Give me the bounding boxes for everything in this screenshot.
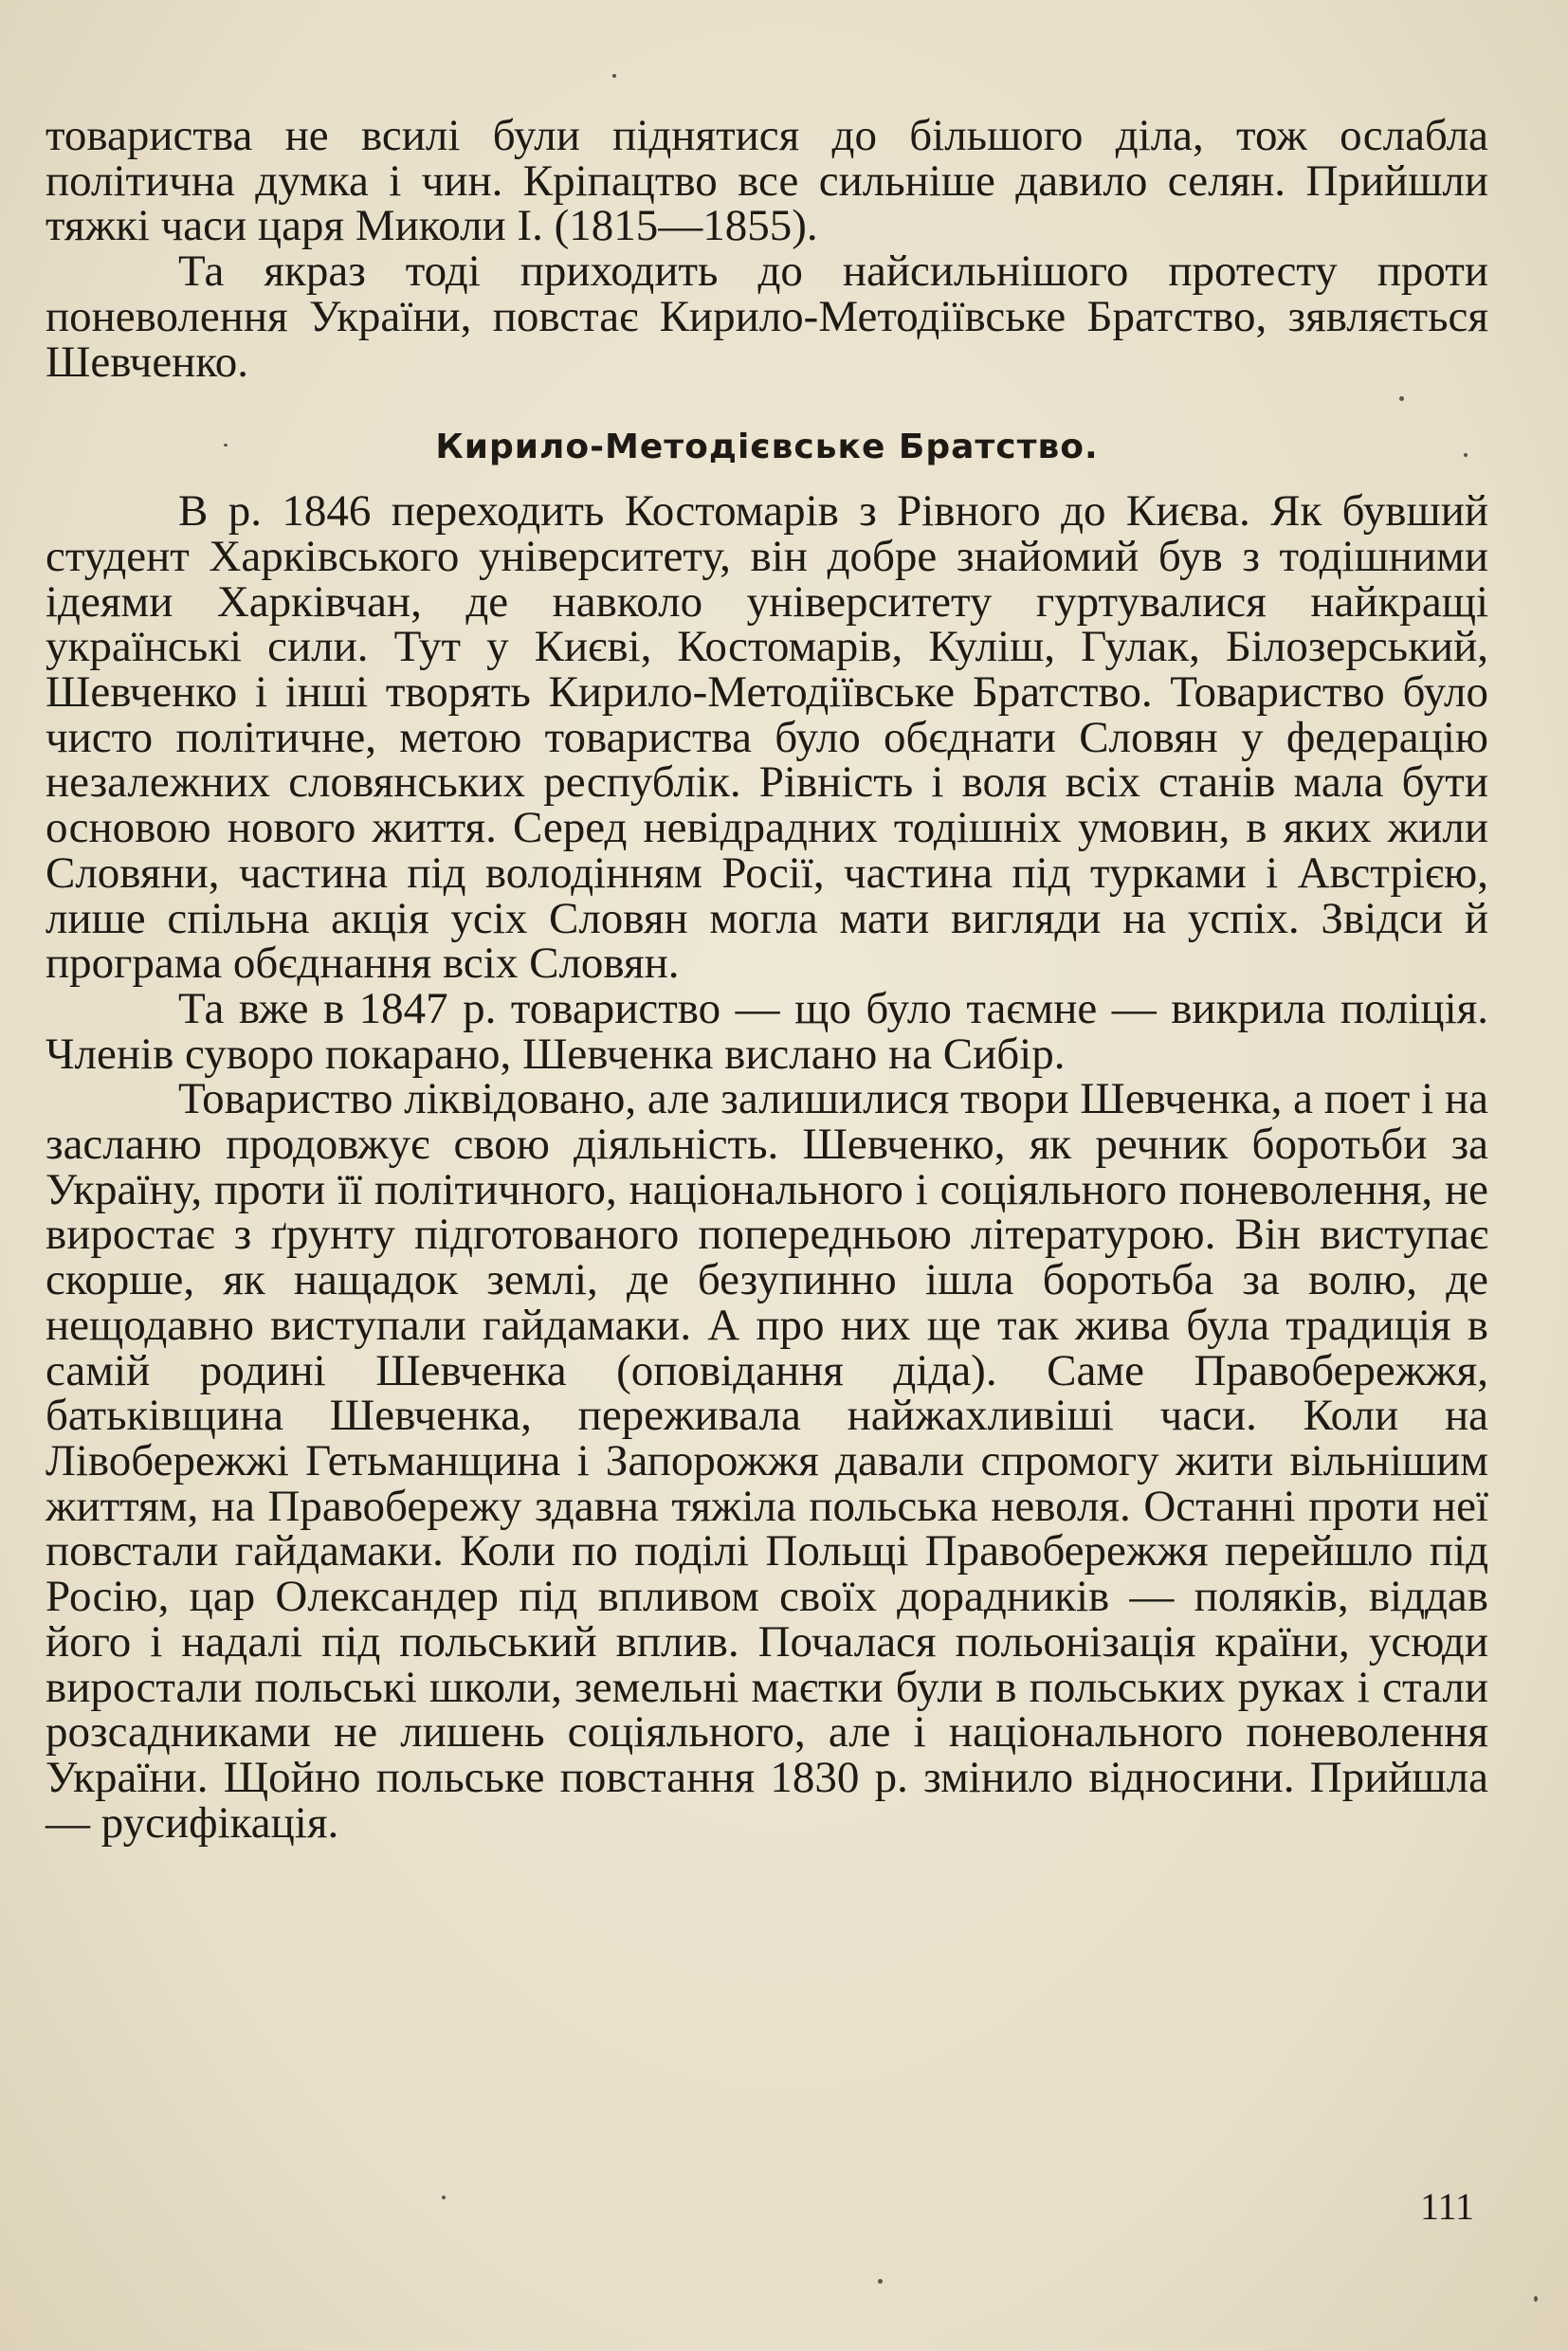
scan-speck [1464, 453, 1468, 457]
section-heading: Кирило-Методієвське Братство. [435, 428, 1099, 467]
page-number: 111 [1420, 2185, 1475, 2228]
scan-speck [442, 2196, 446, 2199]
scan-speck [1534, 2296, 1538, 2302]
scan-speck [612, 74, 616, 78]
paragraph-continuation: товариства не всилі були піднятися до більшого діла, тож ослабла політична думка і чин. Кріпацтво все сильніше давило селян. Прийшли тяжкі часи царя Миколи І. (1815—1855). [46, 111, 1488, 251]
paragraph-brotherhood-founding: В р. 1846 переходить Костомарів з Рівного до Києва. Як бувший студент Харківського університету, він добре знайомий був з тодішними ідеями Харківчан, де навколо університету гуртувалися найкращі українські сили. Тут у Києві, Костомарів, Куліш, Гулак, Білозерський, Шевченко і інші творять Кирило-Методіївське Братство. Товариство було чисто політичне, метою товариства було обєднати Словян у федерацію незалежних словянських республік. Рівність і воля всіх станів мала бути основою нового життя. Серед невідрадних тодішніх умовин, в яких жили Словяни, частина під володінням Росії, частина під турками і Австрією, лише спільна акція усіх Словян могла мати вигляди на успіх. Звідси й програма обєднання всіх Словян. [46, 486, 1488, 989]
page-body [46, 111, 1488, 1848]
scan-speck [878, 2279, 883, 2284]
scan-speck [224, 444, 228, 447]
paragraph-protest: Та якраз тоді приходить до найсильнішого протесту проти поневолення України, повстає Кирило-Методіївське Братство, зявляється Шевченко. [46, 246, 1488, 387]
paragraph-shevchenko: Товариство ліквідовано, але залишилися твори Шевченка, а поет і на засланю продовжує свою діяльність. Шевченко, як речник боротьби за Україну, проти її політичного, національного і соціяльного поневолення, не виростає з ґрунту підготованого попередньою літературою. Він виступає скорше, як нащадок землі, де безупинно ішла боротьба за волю, де нещодавно виступали гайдамаки. А про них ще так жива була традиція в самій родині Шевченка (оповідання діда). Саме Правобережжя, батьківщина Шевченка, переживала найжахливіші часи. Коли на Лівобережжі Гетьманщина і Запорожжя давали спромогу жити вільнішим життям, на Правобережу здавна тяжіла польська неволя. Останні проти неї повстали гайдамаки. Коли по поділі Польщі Правобережжя перейшло під Росію, цар Олександер під впливом своїх дорадників — поляків, віддав його і надалі під польський вплив. Почалася польонізація країни, усюди виростали польські школи, земельні маєтки були в польських руках і стали розсадниками не лишень соціяльного, але і національного поневолення України. Щойно польське повстання 1830 р. змінило відносини. Прийшла — русифікація. [46, 1074, 1488, 1848]
paragraph-brotherhood-exposed: Та вже в 1847 р. товариство — що було таємне — викрила поліція. Членів суворо покарано, Шевченка вислано на Сибір. [46, 983, 1488, 1079]
scan-speck [1399, 396, 1404, 401]
